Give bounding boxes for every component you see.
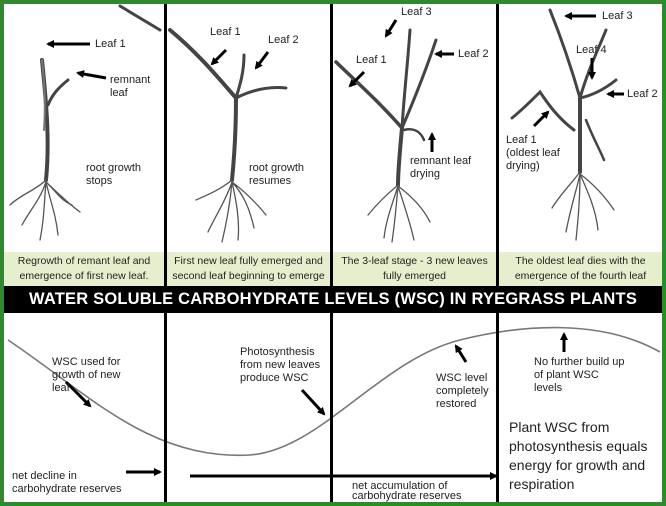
plant-wsc-note: Plant WSC from photosynthesis equals energy for growth and respiration bbox=[509, 419, 648, 492]
net-accumulation-label: net accumulation of carbohydrate reserves bbox=[352, 480, 462, 502]
plant-stage-1 bbox=[10, 6, 160, 240]
panel2-root-label: root growth resumes bbox=[249, 162, 305, 187]
photosynthesis-label: Photosynthesis from new leaves produce WSC bbox=[240, 346, 321, 384]
panel1-caption: Regrowth of remant leaf and emergence of first new leaf. bbox=[4, 252, 164, 286]
panel1-leaf1-label: Leaf 1 bbox=[95, 38, 126, 50]
panel1-remnant-label: remnant leaf bbox=[110, 74, 151, 99]
wsc-banner: WATER SOLUBLE CARBOHYDRATE LEVELS (WSC) IN RYEGRASS PLANTS bbox=[4, 286, 662, 313]
panel4-leaf3-label: Leaf 3 bbox=[602, 10, 633, 22]
panel4-leaf4-label: Leaf 4 bbox=[576, 44, 607, 56]
panel1-root-label: root growth stops bbox=[86, 162, 142, 187]
panel3-leaf3-label: Leaf 3 bbox=[401, 6, 432, 18]
panel2-caption: First new leaf fully emerged and second leaf beginning to emerge bbox=[167, 252, 330, 286]
panel2-leaf2-label: Leaf 2 bbox=[268, 34, 299, 46]
panel3-leaf2-label: Leaf 2 bbox=[458, 48, 489, 60]
net-decline-label: net decline in carbohydrate reserves bbox=[12, 470, 122, 495]
panel4-caption: The oldest leaf dies with the emergence of the fourth leaf bbox=[499, 252, 662, 286]
no-build-label: No further build up of plant WSC levels bbox=[534, 356, 625, 394]
wsc-used-label: WSC used for growth of new leaf bbox=[52, 356, 121, 394]
panel3-remnant-label: remnant leaf drying bbox=[410, 155, 472, 180]
panel4-leaf1-label: Leaf 1 (oldest leaf drying) bbox=[506, 134, 560, 172]
panel4-leaf2-label: Leaf 2 bbox=[627, 88, 658, 100]
panel3-caption: The 3-leaf stage - 3 new leaves fully emerged bbox=[333, 252, 496, 286]
plant-stage-2 bbox=[170, 30, 286, 242]
panel2-leaf1-label: Leaf 1 bbox=[210, 26, 241, 38]
wsc-restored-label: WSC level completely restored bbox=[436, 372, 489, 410]
panel3-leaf1-label: Leaf 1 bbox=[356, 54, 387, 66]
